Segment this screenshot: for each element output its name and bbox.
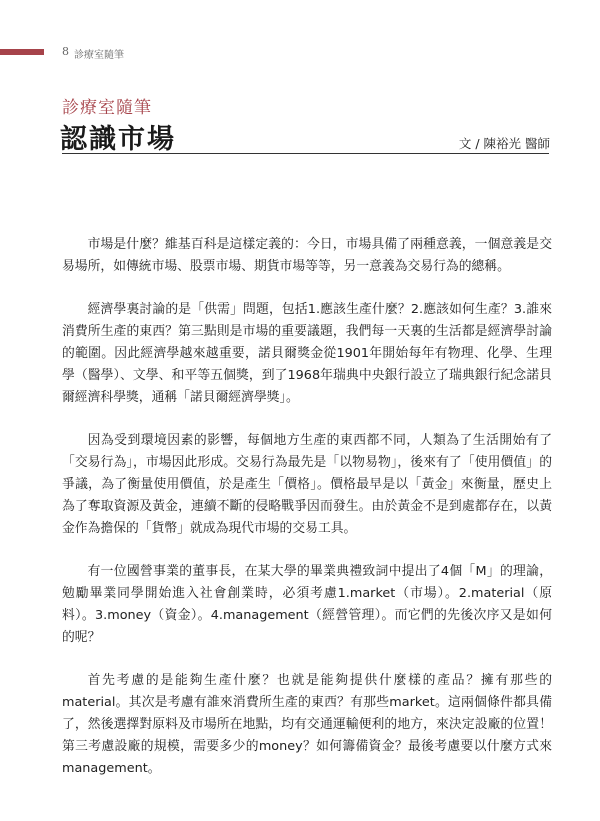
section-label: 診療室隨筆 — [62, 98, 152, 118]
article-body — [62, 234, 552, 801]
body-paragraph: 因為受到環境因素的影響，每個地方生產的東西都不同，人類為了生活開始有了「交易行為」，市場因此形成。交易行為最先是「以物易物」，後來有了「使用價值」的爭議，為了衡量使用價值，於是產生「價格」。價格最早是以「黃金」來衡量，歷史上為了奪取資源及黃金，連續不斷的侵略戰爭因而發生。由於黃金不是到處都存在，以黃金作為擔保的「貨幣」就成為現代市場的交易工具。 — [62, 433, 552, 536]
page-number: 8 — [62, 45, 69, 58]
body-paragraph: 市場是什麼？維基百科是這樣定義的：今日，市場具備了兩種意義，一個意義是交易場所，如傳統市場、股票市場、期貨市場等等，另一意義為交易行為的總稱。 — [62, 237, 552, 274]
running-head: 診療室隨筆 — [74, 50, 124, 61]
body-paragraph: 有一位國營事業的董事長，在某大學的畢業典禮致詞中提出了4個「M」的理論，勉勵畢業同學開始進入社會創業時，必須考慮1.market（市場）。2.material（原料）。3.money（資金）。4.management（經營管理）。而它們的先後次序又是如何的呢？ — [62, 564, 552, 645]
body-paragraph: 首先考慮的是能夠生產什麼？也就是能夠提供什麼樣的產品？擁有那些的material。其次是考慮有誰來消費所生產的東西？有那些market。這兩個條件都具備了，然後選擇對原料及市場所在地點，均有交通運輸便利的地方，來決定設廠的位置！第三考慮設廠的規模，需要多少的money？如何籌備資金？最後考慮要以什麼方式來management。 — [62, 673, 552, 776]
title-divider — [62, 153, 549, 154]
author-byline: 文 / 陳裕光 醫師 — [458, 136, 550, 151]
header-accent-bar — [0, 49, 44, 55]
article-title: 認識市場 — [60, 124, 176, 155]
body-paragraph: 經濟學裏討論的是「供需」問題，包括1.應該生產什麼？2.應該如何生產？3.誰來消費所生產的東西？第三點則是市場的重要議題，我們每一天裏的生活都是經濟學討論的範圍。因此經濟學越來越重要，諾貝爾獎金從1901年開始每年有物理、化學、生理學（醫學）、文學、和平等五個獎，到了1968年瑞典中央銀行設立了瑞典銀行紀念諾貝爾經濟科學獎，通稱「諾貝爾經濟學獎」。 — [62, 302, 552, 405]
